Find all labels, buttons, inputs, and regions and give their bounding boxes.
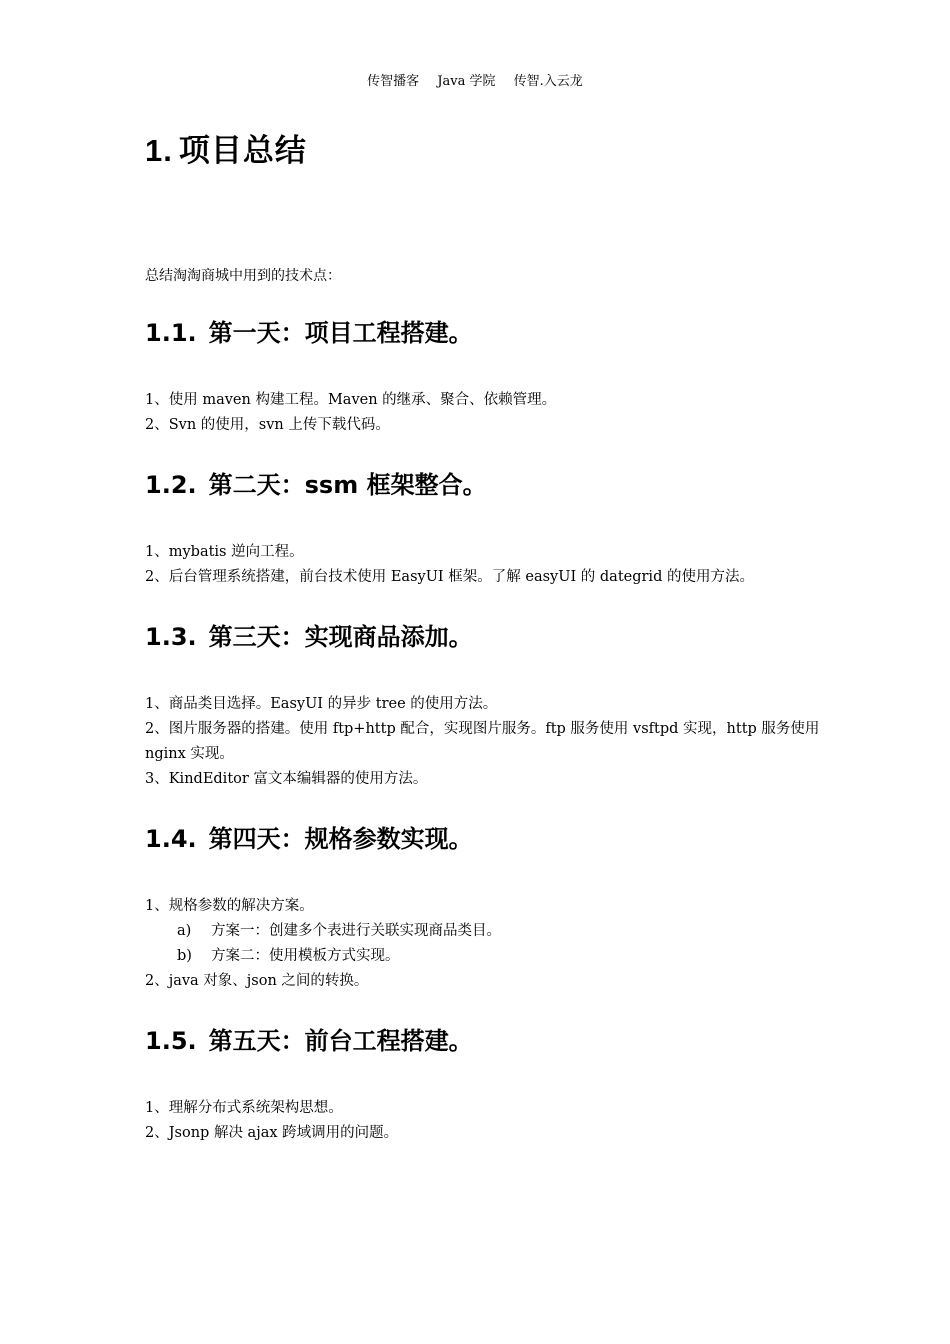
- list-item: 1、商品类目选择。EasyUI 的异步 tree 的使用方法。: [145, 696, 498, 712]
- section-day1: [145, 316, 825, 438]
- sub-list-item: [145, 919, 825, 944]
- list-item: 1、理解分布式系统架构思想。: [145, 1100, 343, 1116]
- section-number: 1.5.: [145, 1027, 197, 1055]
- section-heading: [145, 1024, 825, 1058]
- section-items: [145, 1096, 825, 1146]
- section-number: 1.2.: [145, 471, 197, 499]
- section-title: 第四天：规格参数实现。: [208, 825, 473, 853]
- title-text: 项目总结: [178, 133, 307, 169]
- header-author: 传智.入云龙: [513, 74, 583, 89]
- section-heading: [145, 468, 825, 502]
- section-number: 1.3.: [145, 623, 197, 651]
- section-day4: [145, 822, 825, 994]
- section-items: [145, 894, 825, 994]
- intro-text: 总结淘淘商城中用到的技术点：: [145, 268, 341, 284]
- header-org: 传智播客: [367, 74, 420, 89]
- section-title: 第三天：实现商品添加。: [208, 623, 473, 651]
- list-item: 2、图片服务器的搭建。使用 ftp+http 配合，实现图片服务。ftp 服务使用 vsftpd 实现，http 服务使用 nginx 实现。: [145, 721, 820, 762]
- sub-item-marker: b): [177, 948, 192, 964]
- section-items: [145, 540, 825, 590]
- header-college: Java 学院: [437, 74, 496, 89]
- section-items: [145, 388, 825, 438]
- sub-item-text: 方案二：使用模板方式实现。: [211, 948, 400, 964]
- list-item: 2、java 对象、json 之间的转换。: [145, 973, 369, 989]
- section-day5: [145, 1024, 825, 1146]
- section-heading: [145, 316, 825, 350]
- section-title: 第五天：前台工程搭建。: [208, 1027, 473, 1055]
- page-header: [0, 70, 950, 89]
- section-items: [145, 692, 825, 792]
- section-day3: [145, 620, 825, 792]
- section-heading: [145, 620, 825, 654]
- list-item: 2、Svn 的使用，svn 上传下载代码。: [145, 417, 390, 433]
- page-title: [145, 128, 825, 176]
- section-number: 1.1.: [145, 319, 197, 347]
- list-item: 2、Jsonp 解决 ajax 跨域调用的问题。: [145, 1125, 399, 1141]
- list-item: 1、mybatis 逆向工程。: [145, 544, 304, 560]
- sub-item-text: 方案一：创建多个表进行关联实现商品类目。: [211, 923, 501, 939]
- section-heading: [145, 822, 825, 856]
- list-item: 2、后台管理系统搭建，前台技术使用 EasyUI 框架。了解 easyUI 的 dategrid 的使用方法。: [145, 569, 754, 585]
- section-day2: [145, 468, 825, 590]
- list-item: 1、使用 maven 构建工程。Maven 的继承、聚合、依赖管理。: [145, 392, 557, 408]
- document-body: [145, 128, 825, 1146]
- title-number: 1.: [145, 133, 173, 168]
- sub-list-item: [145, 944, 825, 969]
- list-item: 1、规格参数的解决方案。: [145, 898, 314, 914]
- section-title: 第二天：ssm 框架整合。: [208, 471, 487, 499]
- list-item: 3、KindEditor 富文本编辑器的使用方法。: [145, 771, 428, 787]
- section-title: 第一天：项目工程搭建。: [208, 319, 473, 347]
- sub-item-marker: a): [177, 923, 192, 939]
- section-number: 1.4.: [145, 825, 197, 853]
